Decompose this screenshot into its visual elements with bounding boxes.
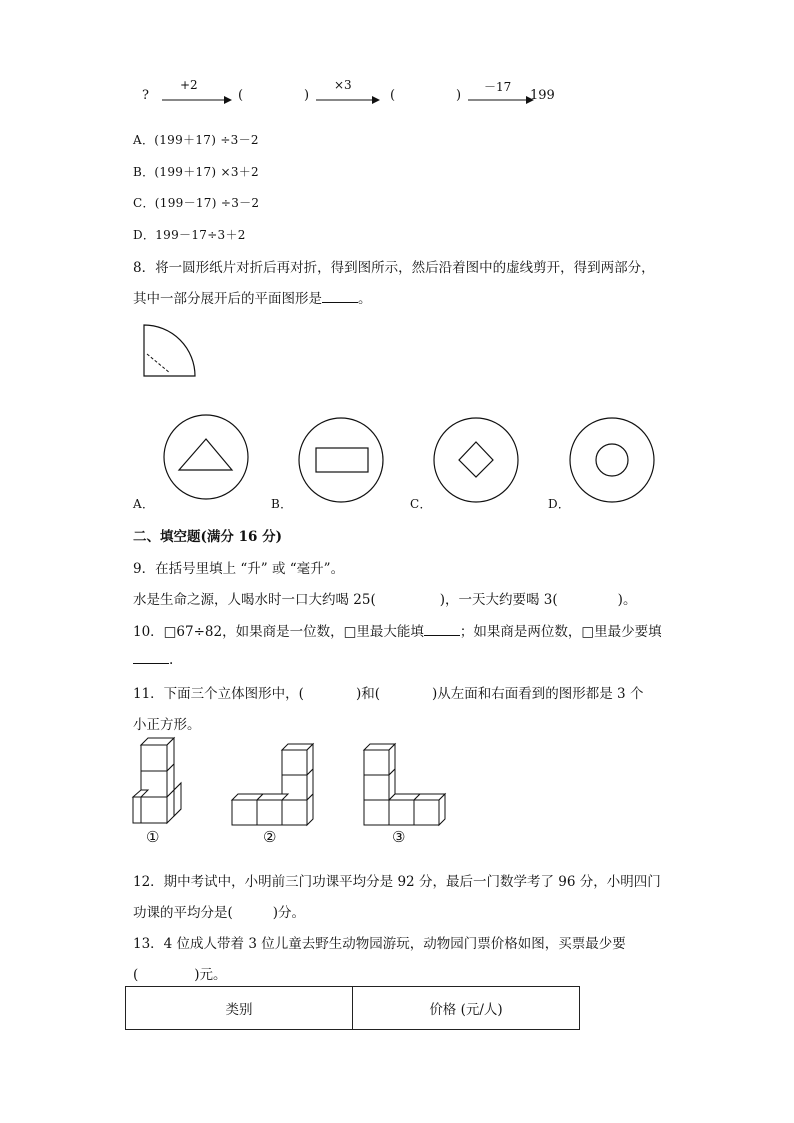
q11-text-a: 11．下面三个立体图形中，(: [133, 686, 304, 702]
q7-option-b[interactable]: B．(199＋17) ×3＋2: [133, 165, 259, 179]
q11-text-b: )和(: [355, 686, 380, 702]
figure-label-2: ②: [263, 828, 277, 846]
q10-text-b: ；如果商是两位数，□里最少要填: [459, 624, 662, 640]
q11-text-line1: [133, 682, 643, 702]
option-a-figure[interactable]: [162, 413, 252, 503]
chain-step3-label: －17: [484, 80, 512, 94]
cube-figure-3: [362, 742, 452, 832]
option-c-figure[interactable]: [432, 416, 522, 506]
q9-text-c: )。: [617, 592, 637, 608]
answer-blank[interactable]: [424, 623, 460, 636]
chain-box1-open: (: [238, 88, 244, 103]
chain-step1-label: +2: [180, 78, 198, 92]
q7-option-d[interactable]: D．199－17÷3＋2: [133, 228, 246, 242]
answer-blank[interactable]: [322, 290, 358, 303]
q7-option-c[interactable]: C．(199－17) ÷3－2: [133, 196, 260, 210]
section-title: 二、填空题(满分 16 分): [133, 529, 282, 545]
q13-text-line1: 13．4 位成人带着 3 位儿童去野生动物园游玩，动物园门票价格如图，买票最少要: [133, 936, 626, 952]
q11-text-line2: 小正方形。: [133, 717, 201, 733]
table-header-category: 类别: [126, 987, 353, 1030]
arrow-right-icon: [162, 96, 232, 106]
arrow-right-icon: [316, 96, 380, 106]
q13-text-b: )元。: [194, 967, 227, 983]
chain-step2-label: ×3: [334, 78, 352, 92]
q10-text-end: .: [169, 652, 174, 668]
chain-box1-close: ): [304, 88, 310, 103]
q12-text-line1: 12．期中考试中，小明前三门功课平均分是 92 分，最后一门数学考了 96 分，小明四门: [133, 874, 661, 890]
cube-figure-1: [128, 735, 188, 830]
q12-text-a: 功课的平均分是(: [133, 905, 233, 921]
q9-text-line2: [133, 588, 636, 608]
q8-option-a-label[interactable]: A．: [133, 497, 155, 511]
q13-text-a: (: [133, 967, 139, 983]
q10-text-line2: [133, 651, 173, 668]
q12-text-b: )分。: [272, 905, 306, 921]
price-table: [125, 986, 580, 1030]
table-header-price: 价格 (元/人): [353, 987, 580, 1030]
figure-label-1: ①: [146, 828, 160, 846]
option-d-figure[interactable]: [568, 416, 658, 506]
q12-text-line2: [133, 901, 305, 921]
chain-box2-open: (: [390, 88, 396, 103]
q11-text-c: )从左面和右面看到的图形都是 3 个: [432, 686, 644, 702]
q8-option-c-label[interactable]: C．: [410, 497, 432, 511]
option-b-figure[interactable]: [297, 416, 387, 506]
q8-text-after: 。: [358, 291, 372, 307]
q10-text-a: 10．□67÷82，如果商是一位数，□里最大能填: [133, 624, 424, 640]
q9-text-a: 水是生命之源，人喝水时一口大约喝 25(: [133, 592, 376, 608]
table-row: [126, 987, 580, 1030]
folded-paper-figure: [140, 322, 200, 382]
q9-text-b: )，一天大约要喝 3(: [439, 592, 558, 608]
figure-label-3: ③: [392, 828, 406, 846]
q7-option-a[interactable]: A．(199＋17) ÷3－2: [133, 133, 259, 147]
q13-text-line2: [133, 963, 227, 983]
q10-text-line1: [133, 620, 662, 640]
q8-text-line1: 8．将一圆形纸片对折后再对折，得到图所示，然后沿着图中的虚线剪开，得到两部分，: [133, 260, 655, 276]
cube-figure-2: [230, 742, 315, 832]
q9-text-line1: 9．在括号里填上 “升” 或 “毫升”。: [133, 561, 345, 577]
answer-blank[interactable]: [133, 651, 169, 664]
q8-text-line2: [133, 287, 372, 307]
chain-start: ?: [142, 88, 149, 103]
q8-option-b-label[interactable]: B．: [271, 497, 293, 511]
q8-text-before: 其中一部分展开后的平面图形是: [133, 291, 322, 307]
q8-option-d-label[interactable]: D．: [548, 497, 571, 511]
chain-end: 199: [530, 88, 555, 103]
arrow-right-icon: [468, 96, 534, 106]
chain-box2-close: ): [456, 88, 462, 103]
